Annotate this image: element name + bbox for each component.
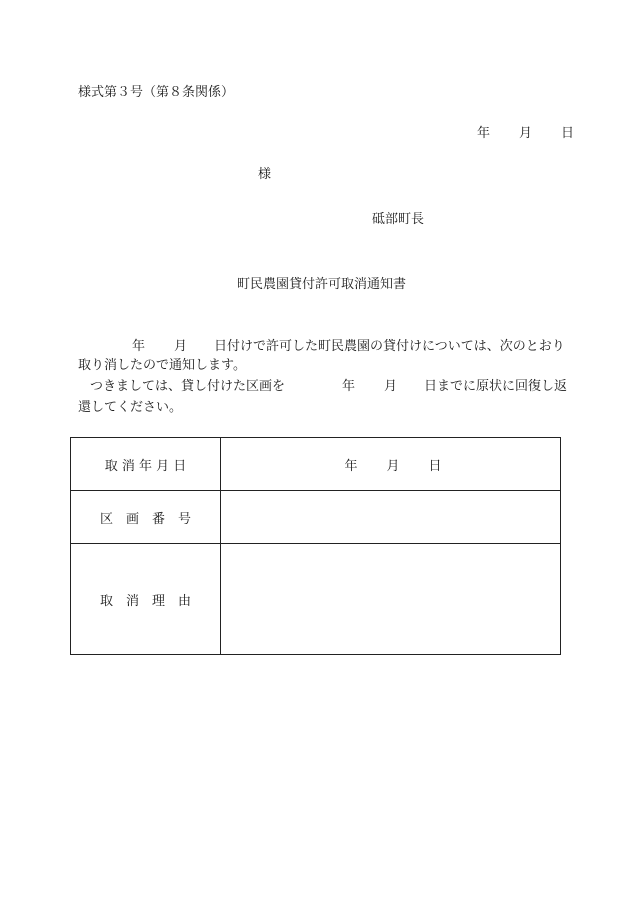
cancellation-date-label: 取 消 年 月 日: [71, 438, 221, 491]
document-title: 町民農園貸付許可取消通知書: [237, 277, 407, 292]
table-row: [71, 544, 561, 655]
issue-date-month: 月: [519, 126, 533, 141]
body-line-1-month: 月: [174, 339, 188, 354]
body-line-2: 取り消したので通知します。: [78, 358, 246, 373]
issue-date-year: 年: [477, 126, 491, 141]
body-line-3-year: 年: [342, 379, 356, 394]
body-line-3: [78, 380, 578, 394]
body-line-4: 還してください。: [78, 400, 183, 415]
cancellation-table: [70, 437, 561, 655]
cancellation-date-value[interactable]: [221, 438, 561, 491]
cancellation-reason-value[interactable]: [221, 544, 561, 655]
cancellation-date-year: 年: [344, 459, 358, 474]
body-line-3-text: つきましては、貸し付けた区画を: [90, 379, 286, 394]
body-line-1: [78, 340, 578, 354]
issuer: 砥部町長: [372, 212, 425, 227]
body-line-3-month: 月: [384, 379, 398, 394]
cancellation-reason-label: 取 消 理 由: [71, 544, 221, 655]
table-row: [71, 438, 561, 491]
plot-number-label: 区 画 番 号: [71, 491, 221, 544]
issue-date-day: 日: [561, 126, 575, 141]
body-line-1-text: 日付けで許可した町民農園の貸付けについては、次のとおり: [214, 339, 565, 354]
body-line-1-year: 年: [132, 339, 146, 354]
body-line-3-rest: 日までに原状に回復し返: [424, 379, 568, 394]
form-number: 様式第３号（第８条関係）: [78, 85, 235, 100]
cancellation-date-month: 月: [386, 459, 400, 474]
plot-number-value[interactable]: [221, 491, 561, 544]
table-row: [71, 491, 561, 544]
addressee: 様: [258, 167, 272, 182]
cancellation-date-day: 日: [428, 459, 442, 474]
